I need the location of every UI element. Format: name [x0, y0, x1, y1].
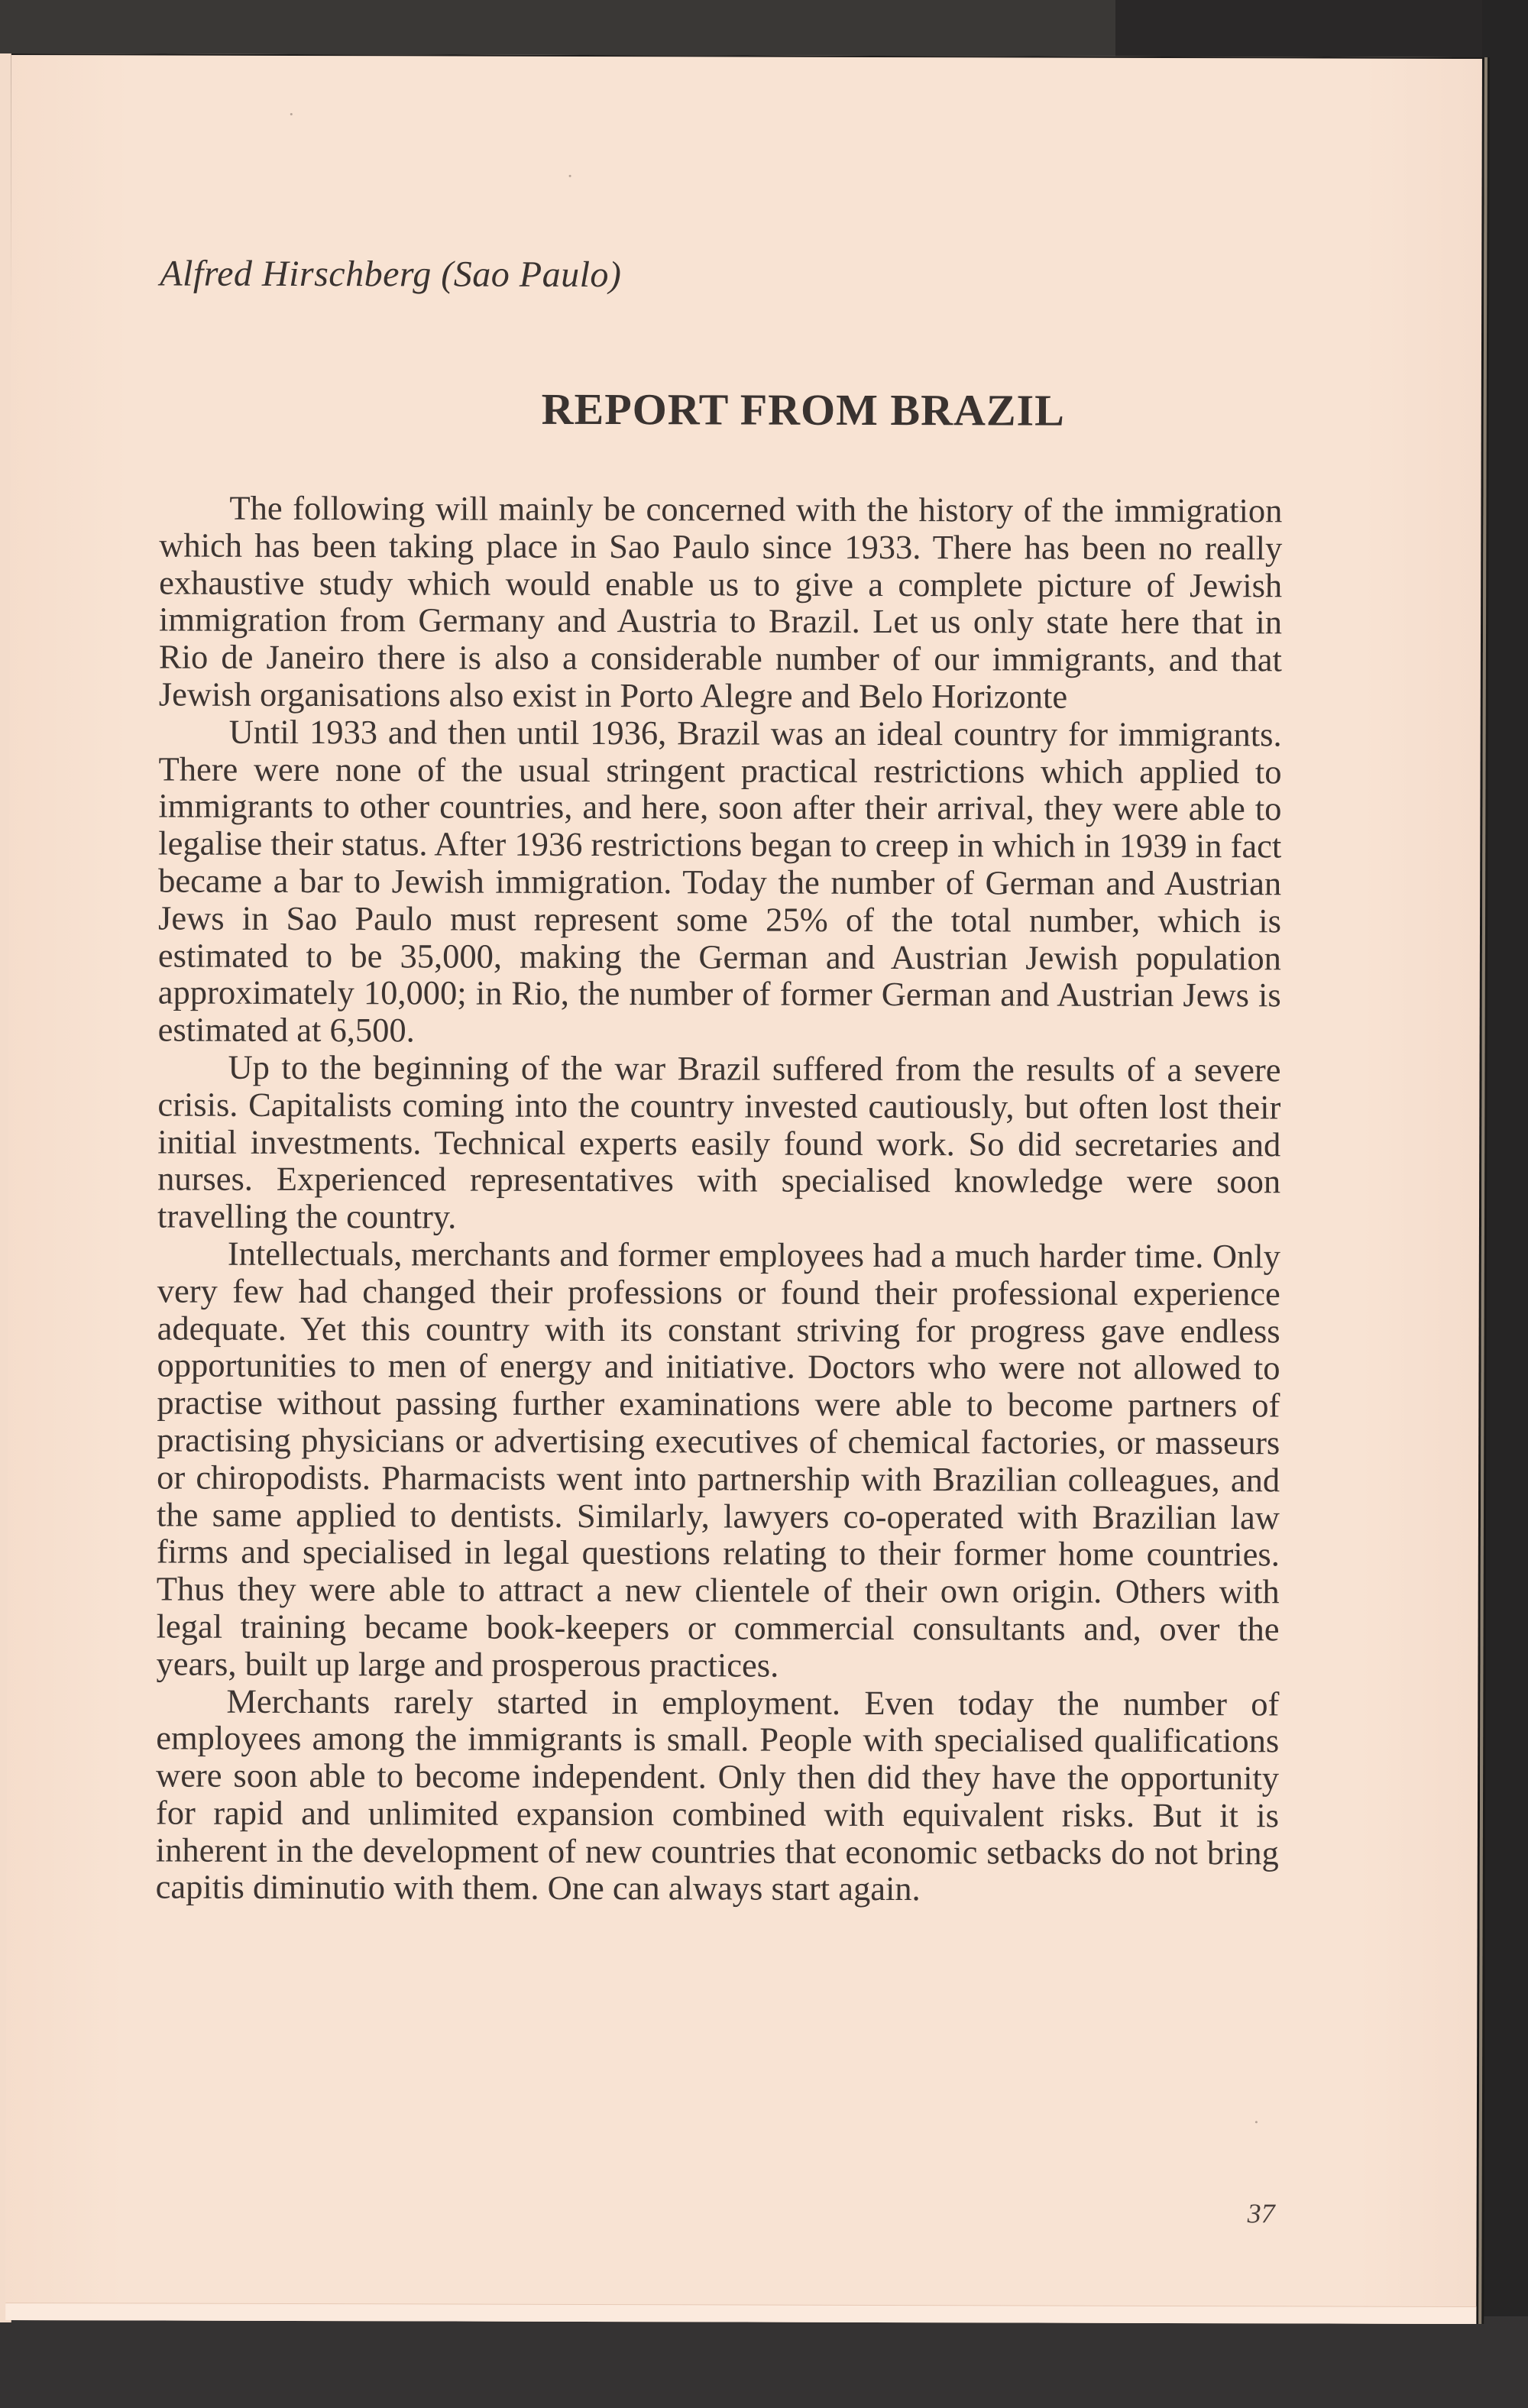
paper-speck — [569, 175, 571, 177]
paper-speck — [1255, 2121, 1258, 2123]
paragraph: Up to the beginning of the war Brazil suffered from the results of a severe crisis. Capitalists coming into the country invested cautiously, but often lost their initial investments. Technical experts easily found work. So did secretaries and nurses. Experienced representatives with specialised knowledge were soon travelling the country. — [157, 1047, 1281, 1236]
page-title: REPORT FROM BRAZIL — [541, 384, 1065, 435]
scan-background-bottom — [0, 2316, 1528, 2408]
paragraph: The following will mainly be concerned with the history of the immigration which has been taking place in Sao Paulo since 1933. There has been no really exhaustive study which would enable us to give a complete picture of Jewish immigration from Germany and Austria to Brazil. Let us only state here that in Rio de Janeiro there is also a considerable number of our immigrants, and that Jewish organisations also exist in Porto Alegre and Belo Horizonte — [158, 488, 1283, 716]
paper-speck — [290, 113, 293, 115]
page-number: 37 — [1247, 2198, 1275, 2229]
article-body — [156, 490, 1283, 1909]
paragraph: Intellectuals, merchants and former employees had a much harder time. Only very few had changed their professions or found their professional experience adequate. Yet this country with its constant striving for progress gave endless opportunities to men of energy and initiative. Doctors who were not allowed to practise without passing further examinations were able to become partners of practising physicians or advertising executives of chemical factories, or masseurs or chiropodists. Pharmacists went into partnership with Brazilian colleagues, and the same applied to dentists. Similarly, lawyers co-operated with Brazilian law firms and specialised in legal questions relating to their former home countries. Thus they were able to attract a new clientele of their own origin. Others with legal training became book-keepers or commercial consultants and, over the years, built up large and prosperous practices. — [156, 1234, 1280, 1685]
scan-background-top — [0, 0, 1115, 61]
paragraph: Merchants rarely started in employment. Even today the number of employees among the immigrants is small. People with specialised qualifications were soon able to become independent. Only then did they have the opportunity for rapid and unlimited expansion combined with equivalent risks. But it is inherent in the development of new countries that economic setbacks do not bring capitis diminutio with them. One can always start again. — [155, 1681, 1280, 1908]
scan-background-right — [1482, 0, 1528, 2408]
book-page — [5, 53, 1484, 2324]
author-line: Alfred Hirschberg (Sao Paulo) — [160, 253, 622, 296]
paragraph: Until 1933 and then until 1936, Brazil was an ideal country for immigrants. There were none of the usual stringent practical restrictions which applied to immigrants to other countries, and here, soon after their arrival, they were able to legalise their status. After 1936 restrictions began to creep in which in 1939 in fact became a bar to Jewish immigration. Today the number of German and Austrian Jews in Sao Paulo must represent some 25% of the total number, which is estimated to be 35,000, making the German and Austrian Jewish population approximately 10,000; in Rio, the number of former German and Austrian Jews is estimated at 6,500. — [157, 712, 1282, 1050]
